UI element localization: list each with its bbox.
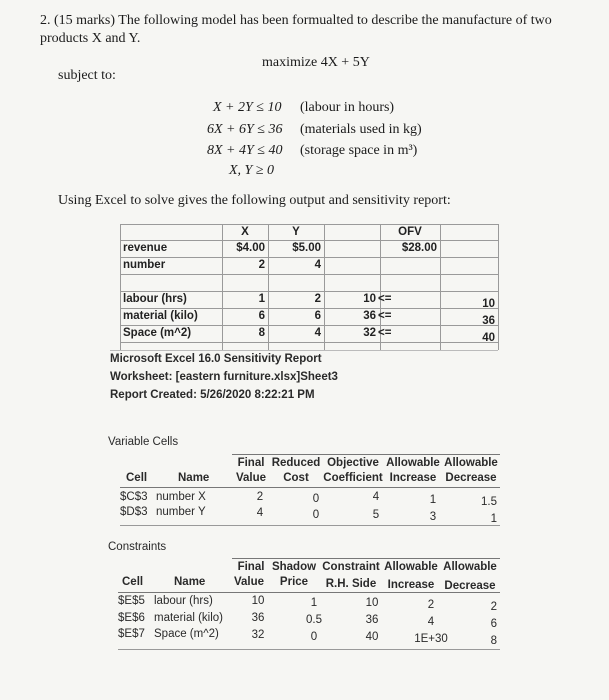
revenue-ofv: $28.00 <box>401 242 437 254</box>
space-y: 4 <box>314 327 321 339</box>
report-worksheet: Worksheet: [eastern furniture.xlsx]Sheet3 <box>110 371 338 383</box>
cr-row1-cell: $E$5 <box>118 595 145 607</box>
objective: maximize 4X + 5Y <box>262 55 370 70</box>
vc-head-allow-inc: Allowable <box>386 457 440 469</box>
revenue-label: revenue <box>123 242 168 254</box>
vc-row2-value: 4 <box>256 507 264 519</box>
vc-row2-name: number Y <box>156 506 206 518</box>
cr-head-allow-dec: Allowable <box>443 561 497 573</box>
cr-row3-inc: 1E+30 <box>414 633 448 645</box>
cr-head-value: Value <box>233 576 265 588</box>
vc-row2-cell: $D$3 <box>120 506 148 518</box>
constraint-note-1: (labour in hours) <box>300 100 395 115</box>
cr-head-decrease: Decrease <box>444 580 496 592</box>
vc-head-decrease: Decrease <box>445 472 497 484</box>
question-number: 2. <box>40 13 51 28</box>
vc-row2-inc: 3 <box>429 511 437 523</box>
cr-head-price: Price <box>279 576 309 588</box>
cr-row1-inc: 2 <box>427 599 435 611</box>
space-label: Space (m^2) <box>123 327 192 339</box>
number-x: 2 <box>258 259 265 271</box>
excel-intro: Using Excel to solve gives the following output and sensitivity report: <box>58 193 451 208</box>
header-y: Y <box>292 226 300 238</box>
cr-row1-rhs: 10 <box>365 597 379 609</box>
vc-head-coef: Coefficient <box>323 472 383 484</box>
labour-y: 2 <box>314 293 321 305</box>
cr-row2-price: 0.5 <box>306 614 322 626</box>
number-y: 4 <box>314 259 321 271</box>
vc-row1-cost: 0 <box>312 493 320 505</box>
cr-head-shadow: Shadow <box>271 561 317 573</box>
cr-row3-rhs: 40 <box>365 631 379 643</box>
labour-op: <= <box>378 293 392 305</box>
cr-head-allow-inc: Allowable <box>384 561 438 573</box>
vc-row1-dec: 1.5 <box>481 496 497 508</box>
constraint-note-2: (materials used in kg) <box>300 122 422 137</box>
cr-head-cell: Cell <box>122 576 144 588</box>
constraint-expr-4: X, Y ≥ 0 <box>229 163 275 178</box>
material-x: 6 <box>258 310 265 322</box>
vc-head-name: Name <box>178 472 210 484</box>
cr-row3-value: 32 <box>251 629 265 641</box>
cr-row3-cell: $E$7 <box>118 628 145 640</box>
vc-row2-dec: 1 <box>490 513 497 525</box>
vc-head-allow-dec: Allowable <box>444 457 498 469</box>
cr-row1-dec: 2 <box>490 601 497 613</box>
variable-cells-title: Variable Cells <box>108 436 179 448</box>
material-rhs: 36 <box>482 315 495 327</box>
cr-row3-name: Space (m^2) <box>154 628 219 640</box>
constraints-title: Constraints <box>108 541 167 553</box>
cr-row2-value: 36 <box>251 612 265 624</box>
constraint-note-3: (storage space in m³) <box>300 143 418 158</box>
labour-label: labour (hrs) <box>123 293 187 305</box>
vc-head-cell: Cell <box>126 472 148 484</box>
constraint-expr-2: 6X + 6Y ≤ 36 <box>207 122 283 137</box>
vc-row2-coef: 5 <box>372 509 380 521</box>
vc-row1-value: 2 <box>256 491 264 503</box>
vc-head-objective: Objective <box>327 457 379 469</box>
revenue-y: $5.00 <box>292 242 321 254</box>
cr-row2-name: material (kilo) <box>154 612 224 624</box>
question-line1: The following model has been formualted to describe the manufacture of two <box>118 13 552 28</box>
material-label: material (kilo) <box>123 310 198 322</box>
cr-row2-cell: $E$6 <box>118 612 145 624</box>
vc-row1-coef: 4 <box>372 491 380 503</box>
question-marks: (15 marks) <box>54 13 116 28</box>
cr-row1-price: 1 <box>310 597 318 609</box>
revenue-x: $4.00 <box>236 242 265 254</box>
vc-head-cost: Cost <box>283 472 309 484</box>
vc-head-reduced: Reduced <box>271 457 321 469</box>
labour-x: 1 <box>258 293 265 305</box>
space-rhs: 40 <box>482 332 495 344</box>
number-label: number <box>123 259 166 271</box>
vc-head-increase: Increase <box>389 472 437 484</box>
subject-to: subject to: <box>58 68 116 83</box>
cr-row2-rhs: 36 <box>365 614 379 626</box>
cr-head-final: Final <box>237 561 265 573</box>
cr-row2-dec: 6 <box>490 618 497 630</box>
vc-row1-name: number X <box>156 491 206 503</box>
space-op: <= <box>378 327 392 339</box>
vc-head-final: Final <box>237 457 265 469</box>
constraint-expr-1: X + 2Y ≤ 10 <box>213 100 282 115</box>
cr-row2-inc: 4 <box>427 616 435 628</box>
question-line2: products X and Y. <box>40 31 141 46</box>
cr-head-name: Name <box>174 576 206 588</box>
cr-head-constraint: Constraint <box>322 561 380 573</box>
report-created: Report Created: 5/26/2020 8:22:21 PM <box>110 389 315 401</box>
cr-row3-price: 0 <box>310 631 318 643</box>
vc-head-value: Value <box>235 472 267 484</box>
space-x: 8 <box>258 327 265 339</box>
cr-head-increase: Increase <box>387 579 435 591</box>
material-lhs: 36 <box>363 310 376 322</box>
cr-row3-dec: 8 <box>490 635 497 647</box>
labour-rhs: 10 <box>482 298 495 310</box>
cr-row1-value: 10 <box>251 595 265 607</box>
space-lhs: 32 <box>363 327 376 339</box>
material-op: <= <box>378 310 392 322</box>
labour-lhs: 10 <box>363 293 376 305</box>
vc-row1-cell: $C$3 <box>120 491 148 503</box>
constraint-expr-3: 8X + 4Y ≤ 40 <box>207 143 283 158</box>
cr-head-rhs: R.H. Side <box>325 578 377 590</box>
question-text <box>40 12 600 48</box>
vc-row1-inc: 1 <box>429 494 437 506</box>
vc-row2-cost: 0 <box>312 509 320 521</box>
cr-row1-name: labour (hrs) <box>154 595 213 607</box>
header-ofv: OFV <box>398 226 422 238</box>
material-y: 6 <box>314 310 321 322</box>
report-title: Microsoft Excel 16.0 Sensitivity Report <box>110 353 322 365</box>
header-x: X <box>241 226 249 238</box>
